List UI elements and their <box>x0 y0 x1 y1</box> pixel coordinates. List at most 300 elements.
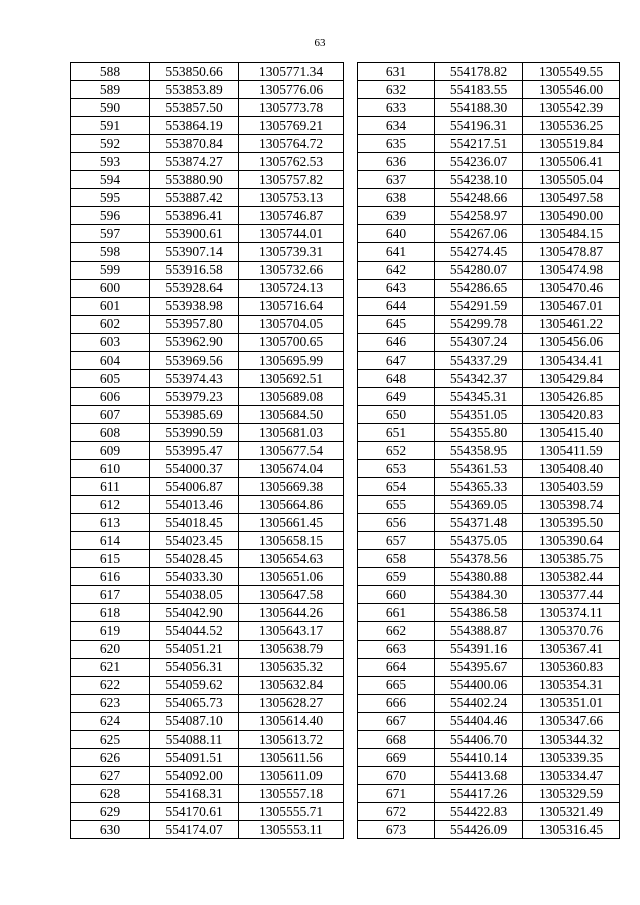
x-coordinate-cell: 554059.62 <box>150 676 239 694</box>
table-row <box>358 568 620 586</box>
point-number-cell: 603 <box>71 333 150 351</box>
x-coordinate-cell: 554006.87 <box>150 478 239 496</box>
table-row <box>71 81 344 99</box>
table-row <box>358 99 620 117</box>
x-coordinate-cell: 554342.37 <box>435 369 523 387</box>
x-coordinate-cell: 554091.51 <box>150 748 239 766</box>
x-coordinate-cell: 554248.66 <box>435 189 523 207</box>
point-number-cell: 601 <box>71 297 150 315</box>
y-coordinate-cell: 1305377.44 <box>523 586 620 604</box>
x-coordinate-cell: 553995.47 <box>150 441 239 459</box>
point-number-cell: 645 <box>358 315 435 333</box>
table-row <box>358 460 620 478</box>
point-number-cell: 609 <box>71 441 150 459</box>
y-coordinate-cell: 1305689.08 <box>239 387 344 405</box>
x-coordinate-cell: 554088.11 <box>150 730 239 748</box>
y-coordinate-cell: 1305553.11 <box>239 820 344 838</box>
x-coordinate-cell: 554056.31 <box>150 658 239 676</box>
x-coordinate-cell: 554236.07 <box>435 153 523 171</box>
table-row <box>71 712 344 730</box>
y-coordinate-cell: 1305764.72 <box>239 135 344 153</box>
point-number-cell: 646 <box>358 333 435 351</box>
x-coordinate-cell: 553887.42 <box>150 189 239 207</box>
y-coordinate-cell: 1305700.65 <box>239 333 344 351</box>
y-coordinate-cell: 1305467.01 <box>523 297 620 315</box>
y-coordinate-cell: 1305658.15 <box>239 532 344 550</box>
table-row <box>71 423 344 441</box>
point-number-cell: 670 <box>358 766 435 784</box>
table-row <box>71 189 344 207</box>
y-coordinate-cell: 1305370.76 <box>523 622 620 640</box>
y-coordinate-cell: 1305339.35 <box>523 748 620 766</box>
table-row <box>71 225 344 243</box>
x-coordinate-cell: 553880.90 <box>150 171 239 189</box>
table-row <box>358 369 620 387</box>
y-coordinate-cell: 1305351.01 <box>523 694 620 712</box>
point-number-cell: 664 <box>358 658 435 676</box>
point-number-cell: 627 <box>71 766 150 784</box>
y-coordinate-cell: 1305632.84 <box>239 676 344 694</box>
table-row <box>358 63 620 81</box>
y-coordinate-cell: 1305484.15 <box>523 225 620 243</box>
y-coordinate-cell: 1305398.74 <box>523 496 620 514</box>
y-coordinate-cell: 1305692.51 <box>239 369 344 387</box>
table-row <box>358 351 620 369</box>
point-number-cell: 596 <box>71 207 150 225</box>
y-coordinate-cell: 1305390.64 <box>523 532 620 550</box>
table-row <box>71 586 344 604</box>
x-coordinate-cell: 554042.90 <box>150 604 239 622</box>
x-coordinate-cell: 554355.80 <box>435 423 523 441</box>
point-number-cell: 628 <box>71 784 150 802</box>
table-row <box>71 171 344 189</box>
x-coordinate-cell: 554351.05 <box>435 405 523 423</box>
table-row <box>358 243 620 261</box>
point-number-cell: 598 <box>71 243 150 261</box>
point-number-cell: 642 <box>358 261 435 279</box>
y-coordinate-cell: 1305382.44 <box>523 568 620 586</box>
table-row <box>358 135 620 153</box>
x-coordinate-cell: 554023.45 <box>150 532 239 550</box>
point-number-cell: 625 <box>71 730 150 748</box>
table-row <box>358 478 620 496</box>
point-number-cell: 668 <box>358 730 435 748</box>
y-coordinate-cell: 1305549.55 <box>523 63 620 81</box>
y-coordinate-cell: 1305651.06 <box>239 568 344 586</box>
table-row <box>71 622 344 640</box>
table-row <box>358 694 620 712</box>
point-number-cell: 649 <box>358 387 435 405</box>
point-number-cell: 634 <box>358 117 435 135</box>
x-coordinate-cell: 554380.88 <box>435 568 523 586</box>
x-coordinate-cell: 553962.90 <box>150 333 239 351</box>
point-number-cell: 626 <box>71 748 150 766</box>
x-coordinate-cell: 554286.65 <box>435 279 523 297</box>
table-row <box>358 279 620 297</box>
point-number-cell: 619 <box>71 622 150 640</box>
y-coordinate-cell: 1305415.40 <box>523 423 620 441</box>
table-row <box>71 441 344 459</box>
table-row <box>71 550 344 568</box>
x-coordinate-cell: 554395.67 <box>435 658 523 676</box>
table-row <box>358 405 620 423</box>
coordinate-table-left-body <box>71 63 344 839</box>
point-number-cell: 618 <box>71 604 150 622</box>
x-coordinate-cell: 554238.10 <box>435 171 523 189</box>
table-row <box>71 532 344 550</box>
table-row <box>71 135 344 153</box>
point-number-cell: 636 <box>358 153 435 171</box>
y-coordinate-cell: 1305321.49 <box>523 802 620 820</box>
x-coordinate-cell: 554406.70 <box>435 730 523 748</box>
table-row <box>71 99 344 117</box>
x-coordinate-cell: 554087.10 <box>150 712 239 730</box>
table-row <box>358 315 620 333</box>
coordinate-table-right-body <box>358 63 620 839</box>
x-coordinate-cell: 554000.37 <box>150 460 239 478</box>
table-row <box>358 802 620 820</box>
y-coordinate-cell: 1305611.56 <box>239 748 344 766</box>
x-coordinate-cell: 554028.45 <box>150 550 239 568</box>
point-number-cell: 600 <box>71 279 150 297</box>
point-number-cell: 658 <box>358 550 435 568</box>
point-number-cell: 592 <box>71 135 150 153</box>
point-number-cell: 595 <box>71 189 150 207</box>
y-coordinate-cell: 1305470.46 <box>523 279 620 297</box>
table-row <box>358 784 620 802</box>
y-coordinate-cell: 1305497.58 <box>523 189 620 207</box>
point-number-cell: 629 <box>71 802 150 820</box>
y-coordinate-cell: 1305732.66 <box>239 261 344 279</box>
table-row <box>358 153 620 171</box>
y-coordinate-cell: 1305669.38 <box>239 478 344 496</box>
x-coordinate-cell: 554044.52 <box>150 622 239 640</box>
point-number-cell: 638 <box>358 189 435 207</box>
point-number-cell: 644 <box>358 297 435 315</box>
table-row <box>358 333 620 351</box>
y-coordinate-cell: 1305506.41 <box>523 153 620 171</box>
table-row <box>71 297 344 315</box>
table-row <box>358 676 620 694</box>
y-coordinate-cell: 1305505.04 <box>523 171 620 189</box>
x-coordinate-cell: 554413.68 <box>435 766 523 784</box>
point-number-cell: 669 <box>358 748 435 766</box>
y-coordinate-cell: 1305347.66 <box>523 712 620 730</box>
y-coordinate-cell: 1305478.87 <box>523 243 620 261</box>
y-coordinate-cell: 1305344.32 <box>523 730 620 748</box>
point-number-cell: 639 <box>358 207 435 225</box>
y-coordinate-cell: 1305456.06 <box>523 333 620 351</box>
table-row <box>358 586 620 604</box>
point-number-cell: 631 <box>358 63 435 81</box>
point-number-cell: 615 <box>71 550 150 568</box>
table-row <box>71 694 344 712</box>
point-number-cell: 653 <box>358 460 435 478</box>
point-number-cell: 630 <box>71 820 150 838</box>
point-number-cell: 612 <box>71 496 150 514</box>
y-coordinate-cell: 1305724.13 <box>239 279 344 297</box>
table-row <box>358 261 620 279</box>
y-coordinate-cell: 1305408.40 <box>523 460 620 478</box>
y-coordinate-cell: 1305367.41 <box>523 640 620 658</box>
y-coordinate-cell: 1305684.50 <box>239 405 344 423</box>
y-coordinate-cell: 1305557.18 <box>239 784 344 802</box>
y-coordinate-cell: 1305420.83 <box>523 405 620 423</box>
x-coordinate-cell: 554033.30 <box>150 568 239 586</box>
y-coordinate-cell: 1305490.00 <box>523 207 620 225</box>
point-number-cell: 616 <box>71 568 150 586</box>
x-coordinate-cell: 554217.51 <box>435 135 523 153</box>
point-number-cell: 605 <box>71 369 150 387</box>
y-coordinate-cell: 1305474.98 <box>523 261 620 279</box>
y-coordinate-cell: 1305411.59 <box>523 441 620 459</box>
x-coordinate-cell: 554426.09 <box>435 820 523 838</box>
y-coordinate-cell: 1305403.59 <box>523 478 620 496</box>
y-coordinate-cell: 1305542.39 <box>523 99 620 117</box>
point-number-cell: 594 <box>71 171 150 189</box>
table-row <box>358 604 620 622</box>
table-row <box>71 351 344 369</box>
point-number-cell: 624 <box>71 712 150 730</box>
y-coordinate-cell: 1305614.40 <box>239 712 344 730</box>
y-coordinate-cell: 1305716.64 <box>239 297 344 315</box>
point-number-cell: 661 <box>358 604 435 622</box>
table-row <box>71 387 344 405</box>
x-coordinate-cell: 553853.89 <box>150 81 239 99</box>
x-coordinate-cell: 554274.45 <box>435 243 523 261</box>
table-row <box>71 730 344 748</box>
x-coordinate-cell: 553990.59 <box>150 423 239 441</box>
x-coordinate-cell: 554196.31 <box>435 117 523 135</box>
y-coordinate-cell: 1305613.72 <box>239 730 344 748</box>
x-coordinate-cell: 553857.50 <box>150 99 239 117</box>
y-coordinate-cell: 1305461.22 <box>523 315 620 333</box>
x-coordinate-cell: 554417.26 <box>435 784 523 802</box>
x-coordinate-cell: 553870.84 <box>150 135 239 153</box>
table-row <box>71 117 344 135</box>
point-number-cell: 614 <box>71 532 150 550</box>
table-row <box>71 63 344 81</box>
table-row <box>71 315 344 333</box>
y-coordinate-cell: 1305374.11 <box>523 604 620 622</box>
point-number-cell: 633 <box>358 99 435 117</box>
point-number-cell: 606 <box>71 387 150 405</box>
y-coordinate-cell: 1305695.99 <box>239 351 344 369</box>
y-coordinate-cell: 1305316.45 <box>523 820 620 838</box>
x-coordinate-cell: 554404.46 <box>435 712 523 730</box>
point-number-cell: 591 <box>71 117 150 135</box>
x-coordinate-cell: 554402.24 <box>435 694 523 712</box>
x-coordinate-cell: 553928.64 <box>150 279 239 297</box>
x-coordinate-cell: 554092.00 <box>150 766 239 784</box>
x-coordinate-cell: 554291.59 <box>435 297 523 315</box>
point-number-cell: 673 <box>358 820 435 838</box>
table-row <box>71 369 344 387</box>
point-number-cell: 648 <box>358 369 435 387</box>
y-coordinate-cell: 1305555.71 <box>239 802 344 820</box>
page-number: 63 <box>314 37 326 49</box>
point-number-cell: 659 <box>358 568 435 586</box>
y-coordinate-cell: 1305753.13 <box>239 189 344 207</box>
point-number-cell: 640 <box>358 225 435 243</box>
x-coordinate-cell: 554280.07 <box>435 261 523 279</box>
table-row <box>358 171 620 189</box>
y-coordinate-cell: 1305771.34 <box>239 63 344 81</box>
x-coordinate-cell: 553864.19 <box>150 117 239 135</box>
y-coordinate-cell: 1305661.45 <box>239 514 344 532</box>
table-row <box>71 496 344 514</box>
x-coordinate-cell: 553850.66 <box>150 63 239 81</box>
y-coordinate-cell: 1305611.09 <box>239 766 344 784</box>
x-coordinate-cell: 554371.48 <box>435 514 523 532</box>
table-row <box>358 820 620 838</box>
point-number-cell: 662 <box>358 622 435 640</box>
table-row <box>71 784 344 802</box>
x-coordinate-cell: 553979.23 <box>150 387 239 405</box>
x-coordinate-cell: 553896.41 <box>150 207 239 225</box>
y-coordinate-cell: 1305654.63 <box>239 550 344 568</box>
x-coordinate-cell: 553969.56 <box>150 351 239 369</box>
table-row <box>71 405 344 423</box>
point-number-cell: 657 <box>358 532 435 550</box>
point-number-cell: 666 <box>358 694 435 712</box>
table-row <box>358 766 620 784</box>
x-coordinate-cell: 554018.45 <box>150 514 239 532</box>
point-number-cell: 613 <box>71 514 150 532</box>
x-coordinate-cell: 554388.87 <box>435 622 523 640</box>
x-coordinate-cell: 553985.69 <box>150 405 239 423</box>
y-coordinate-cell: 1305746.87 <box>239 207 344 225</box>
y-coordinate-cell: 1305385.75 <box>523 550 620 568</box>
table-row <box>71 279 344 297</box>
y-coordinate-cell: 1305395.50 <box>523 514 620 532</box>
point-number-cell: 588 <box>71 63 150 81</box>
x-coordinate-cell: 554337.29 <box>435 351 523 369</box>
point-number-cell: 660 <box>358 586 435 604</box>
x-coordinate-cell: 554345.31 <box>435 387 523 405</box>
y-coordinate-cell: 1305429.84 <box>523 369 620 387</box>
x-coordinate-cell: 553916.58 <box>150 261 239 279</box>
table-row <box>358 189 620 207</box>
x-coordinate-cell: 553957.80 <box>150 315 239 333</box>
point-number-cell: 632 <box>358 81 435 99</box>
point-number-cell: 602 <box>71 315 150 333</box>
x-coordinate-cell: 554168.31 <box>150 784 239 802</box>
point-number-cell: 663 <box>358 640 435 658</box>
y-coordinate-cell: 1305739.31 <box>239 243 344 261</box>
x-coordinate-cell: 553974.43 <box>150 369 239 387</box>
table-row <box>71 514 344 532</box>
y-coordinate-cell: 1305635.32 <box>239 658 344 676</box>
coordinate-table-left <box>70 62 344 839</box>
x-coordinate-cell: 554422.83 <box>435 802 523 820</box>
y-coordinate-cell: 1305773.78 <box>239 99 344 117</box>
x-coordinate-cell: 554188.30 <box>435 99 523 117</box>
table-row <box>358 658 620 676</box>
point-number-cell: 667 <box>358 712 435 730</box>
table-row <box>71 676 344 694</box>
y-coordinate-cell: 1305757.82 <box>239 171 344 189</box>
point-number-cell: 637 <box>358 171 435 189</box>
table-row <box>358 514 620 532</box>
table-row <box>358 640 620 658</box>
table-row <box>71 802 344 820</box>
table-row <box>71 333 344 351</box>
point-number-cell: 611 <box>71 478 150 496</box>
point-number-cell: 643 <box>358 279 435 297</box>
point-number-cell: 665 <box>358 676 435 694</box>
table-row <box>358 532 620 550</box>
x-coordinate-cell: 554378.56 <box>435 550 523 568</box>
x-coordinate-cell: 553907.14 <box>150 243 239 261</box>
point-number-cell: 635 <box>358 135 435 153</box>
y-coordinate-cell: 1305628.27 <box>239 694 344 712</box>
x-coordinate-cell: 554299.78 <box>435 315 523 333</box>
point-number-cell: 647 <box>358 351 435 369</box>
point-number-cell: 652 <box>358 441 435 459</box>
y-coordinate-cell: 1305546.00 <box>523 81 620 99</box>
x-coordinate-cell: 554170.61 <box>150 802 239 820</box>
y-coordinate-cell: 1305664.86 <box>239 496 344 514</box>
y-coordinate-cell: 1305769.21 <box>239 117 344 135</box>
y-coordinate-cell: 1305334.47 <box>523 766 620 784</box>
x-coordinate-cell: 554400.06 <box>435 676 523 694</box>
table-row <box>71 604 344 622</box>
point-number-cell: 604 <box>71 351 150 369</box>
table-row <box>71 640 344 658</box>
table-row <box>358 748 620 766</box>
point-number-cell: 597 <box>71 225 150 243</box>
coordinate-table-right <box>357 62 620 839</box>
table-row <box>71 658 344 676</box>
x-coordinate-cell: 554267.06 <box>435 225 523 243</box>
table-row <box>71 243 344 261</box>
y-coordinate-cell: 1305329.59 <box>523 784 620 802</box>
y-coordinate-cell: 1305536.25 <box>523 117 620 135</box>
x-coordinate-cell: 554391.16 <box>435 640 523 658</box>
table-row <box>71 153 344 171</box>
y-coordinate-cell: 1305360.83 <box>523 658 620 676</box>
point-number-cell: 641 <box>358 243 435 261</box>
y-coordinate-cell: 1305776.06 <box>239 81 344 99</box>
point-number-cell: 608 <box>71 423 150 441</box>
point-number-cell: 590 <box>71 99 150 117</box>
table-row <box>71 207 344 225</box>
table-row <box>358 81 620 99</box>
x-coordinate-cell: 554065.73 <box>150 694 239 712</box>
table-row <box>358 423 620 441</box>
x-coordinate-cell: 554013.46 <box>150 496 239 514</box>
x-coordinate-cell: 554386.58 <box>435 604 523 622</box>
point-number-cell: 622 <box>71 676 150 694</box>
y-coordinate-cell: 1305519.84 <box>523 135 620 153</box>
table-row <box>358 441 620 459</box>
table-row <box>358 225 620 243</box>
x-coordinate-cell: 554038.05 <box>150 586 239 604</box>
x-coordinate-cell: 553938.98 <box>150 297 239 315</box>
y-coordinate-cell: 1305677.54 <box>239 441 344 459</box>
point-number-cell: 610 <box>71 460 150 478</box>
table-row <box>71 820 344 838</box>
x-coordinate-cell: 554183.55 <box>435 81 523 99</box>
point-number-cell: 650 <box>358 405 435 423</box>
y-coordinate-cell: 1305644.26 <box>239 604 344 622</box>
point-number-cell: 672 <box>358 802 435 820</box>
x-coordinate-cell: 554307.24 <box>435 333 523 351</box>
x-coordinate-cell: 554365.33 <box>435 478 523 496</box>
point-number-cell: 607 <box>71 405 150 423</box>
x-coordinate-cell: 554174.07 <box>150 820 239 838</box>
